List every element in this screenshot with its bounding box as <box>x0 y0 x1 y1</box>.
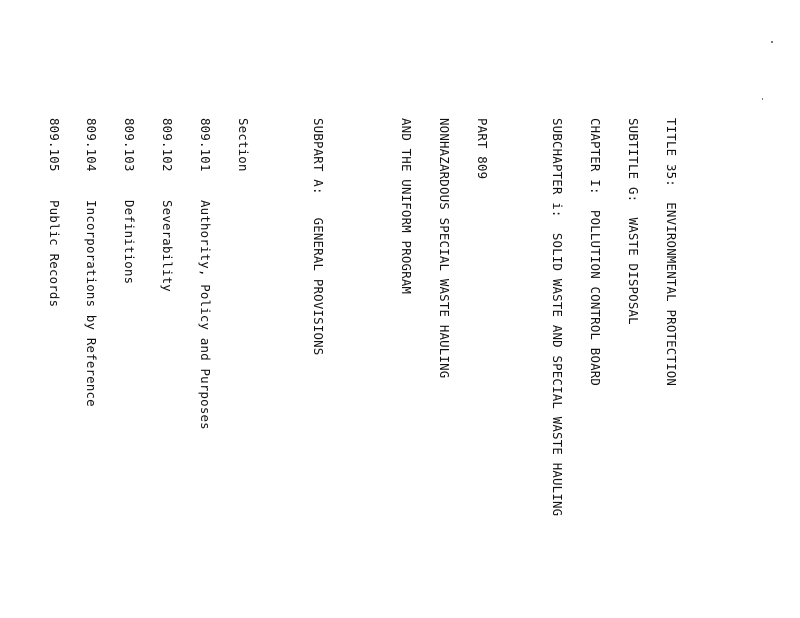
toc-entry: 809.102Severability <box>160 118 176 292</box>
rotated-document-text <box>0 118 702 618</box>
document-title: TITLE 35: ENVIRONMENTAL PROTECTION <box>663 118 679 387</box>
document-subchapter: SUBCHAPTER i: SOLID WASTE AND SPECIAL WASTE HAULING <box>550 118 566 517</box>
part-title: NONHAZARDOUS SPECIAL WASTE HAULING <box>437 118 453 379</box>
toc-entry: 809.105Public Records <box>46 118 62 308</box>
part-title-line-2: AND THE UNIFORM PROGRAM <box>399 118 415 295</box>
scan-speck <box>762 98 763 100</box>
document-subtitle: SUBTITLE G: WASTE DISPOSAL <box>626 118 642 325</box>
section-label: Section <box>235 118 251 172</box>
part-number: PART 809 <box>474 118 490 180</box>
toc-entry: 809.103Definitions <box>122 118 138 285</box>
toc-entry: 809.101Authority, Policy and Purposes <box>197 118 213 430</box>
document-chapter: CHAPTER I: POLLUTION CONTROL BOARD <box>588 118 604 387</box>
scan-speck <box>771 41 773 43</box>
toc-entry: 809.104Incorporations by Reference <box>84 118 100 407</box>
subpart-a-heading: SUBPART A: GENERAL PROVISIONS <box>311 118 327 356</box>
